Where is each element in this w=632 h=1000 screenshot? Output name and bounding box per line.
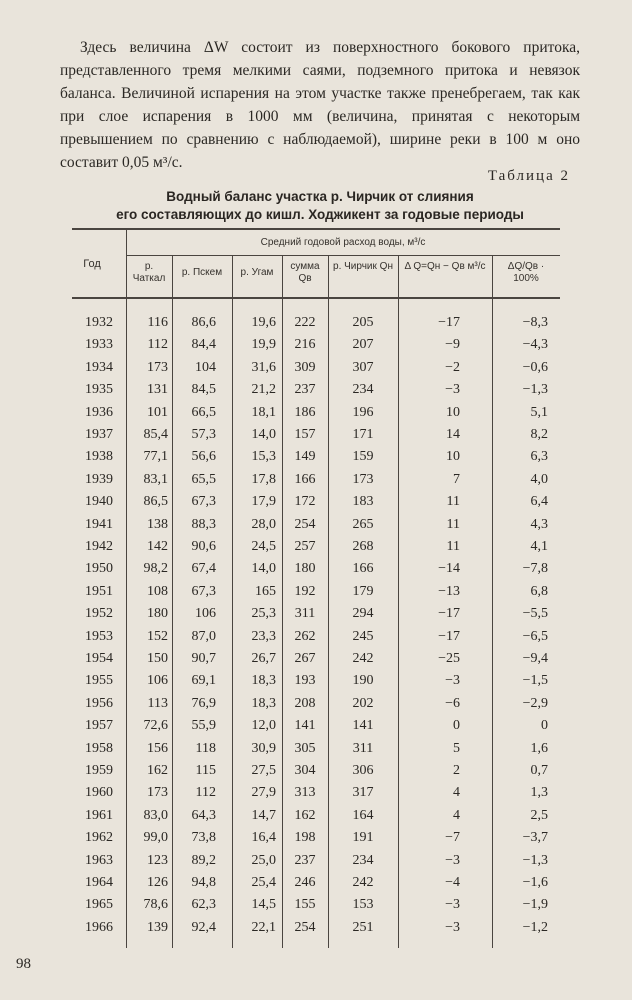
table-cell: 11 <box>446 494 460 510</box>
table-cell: 1960 <box>85 785 113 801</box>
table-cell: 1963 <box>85 852 113 868</box>
table-cell: 1935 <box>85 382 113 398</box>
table-cell: 173 <box>352 471 374 487</box>
table-cell: 234 <box>352 852 374 868</box>
table-cell: 11 <box>446 516 460 532</box>
table-cell: −9 <box>445 337 460 353</box>
table-cell: 251 <box>352 919 374 935</box>
table-cell: 309 <box>294 359 316 375</box>
table-cell: 172 <box>294 494 316 510</box>
header-bottom-rule <box>72 297 560 299</box>
table-cell: 14,0 <box>251 561 276 577</box>
table-cell: 1941 <box>85 516 113 532</box>
group-header-rule <box>126 255 560 256</box>
table-cell: 267 <box>294 651 316 666</box>
table-cell: −1,9 <box>522 897 548 913</box>
table-cell: 311 <box>294 606 316 622</box>
table-cell: 98,2 <box>143 561 168 577</box>
table-cell: 57,3 <box>191 427 216 442</box>
table-cell: 222 <box>294 315 316 330</box>
table-cell: 30,9 <box>251 740 276 756</box>
table-cell: 317 <box>352 785 374 801</box>
table-cell: 180 <box>147 606 168 622</box>
table-cell: 89,2 <box>191 852 216 868</box>
table-cell: 25,0 <box>251 852 276 868</box>
table-row <box>72 648 560 670</box>
table-cell: 27,5 <box>251 763 276 778</box>
table-cell: 131 <box>147 382 168 398</box>
table-cell: 94,8 <box>191 875 216 890</box>
table-cell: 165 <box>255 583 276 599</box>
table-cell: 141 <box>294 718 316 734</box>
table-cell: 67,3 <box>191 494 216 510</box>
table-cell: 186 <box>294 404 316 420</box>
table-cell: 198 <box>294 830 316 846</box>
table-cell: 14,7 <box>251 807 276 823</box>
table-cell: −3 <box>445 852 460 868</box>
table-row <box>72 379 560 401</box>
table-row <box>72 805 560 827</box>
table-cell: −1,5 <box>522 673 548 689</box>
table-cell: 25,4 <box>251 875 276 890</box>
table-cell: 112 <box>147 337 168 353</box>
table-cell: 139 <box>147 919 168 935</box>
table-cell: 254 <box>294 516 316 532</box>
header-chirchik-qn: р. Чирчик Qн <box>333 261 393 272</box>
table-cell: −17 <box>438 606 460 622</box>
table-row <box>72 738 560 760</box>
table-cell: 126 <box>147 875 168 890</box>
table-cell: −2 <box>445 359 460 375</box>
table-cell: 62,3 <box>191 897 216 913</box>
table-cell: 1964 <box>85 875 113 890</box>
table-row <box>72 402 560 424</box>
table-cell: 0 <box>453 718 460 734</box>
table-cell: 246 <box>294 875 316 890</box>
table-cell: 1952 <box>85 606 113 622</box>
header-ugam: р. Угам <box>240 267 274 278</box>
table-cell: 19,9 <box>251 337 276 353</box>
table-cell: 179 <box>352 583 374 599</box>
table-cell: 166 <box>294 471 316 487</box>
table-cell: 6,4 <box>530 494 548 510</box>
table-cell: 73,8 <box>191 830 216 846</box>
header-chatkal: р. Чаткал <box>132 261 166 284</box>
table-cell: 307 <box>352 359 374 375</box>
table-cell: 141 <box>352 718 374 734</box>
table-cell: 112 <box>195 785 216 801</box>
table-cell: 17,8 <box>251 471 276 487</box>
table-cell: 265 <box>352 516 374 532</box>
table-cell: 4,0 <box>530 471 548 487</box>
table-cell: 305 <box>294 740 316 756</box>
table-cell: −0,6 <box>522 359 548 375</box>
table-cell: 56,6 <box>191 449 216 465</box>
table-cell: 85,4 <box>143 427 168 442</box>
table-cell: 1,6 <box>530 740 548 756</box>
table-row <box>72 693 560 715</box>
table-cell: 183 <box>352 494 374 510</box>
table-cell: 17,9 <box>251 494 276 510</box>
table-cell: 8,2 <box>530 427 548 442</box>
table-cell: 1953 <box>85 628 113 644</box>
table-cell: 26,7 <box>251 651 276 666</box>
table-cell: 2 <box>453 763 460 778</box>
table-cell: 150 <box>147 651 168 666</box>
table-cell: 257 <box>294 539 316 554</box>
table-cell: 108 <box>147 583 168 599</box>
table-cell: 113 <box>147 695 168 711</box>
table-cell: 237 <box>294 852 316 868</box>
table-row <box>72 536 560 558</box>
table-cell: 65,5 <box>191 471 216 487</box>
table-cell: 304 <box>294 763 316 778</box>
table-cell: 1956 <box>85 695 113 711</box>
table-cell: 4 <box>453 785 460 801</box>
table-cell: 294 <box>352 606 374 622</box>
table-cell: 0 <box>541 718 548 734</box>
header-percent: ΔQ/Qв · 100% <box>507 261 545 284</box>
table-cell: 78,6 <box>143 897 168 913</box>
table-cell: 1932 <box>85 315 113 330</box>
table-cell: 142 <box>147 539 168 554</box>
table-cell: 90,6 <box>191 539 216 554</box>
table-cell: −3 <box>445 897 460 913</box>
table-cell: 262 <box>294 628 316 644</box>
table-row <box>72 603 560 625</box>
table-row <box>72 872 560 894</box>
table-cell: −8,3 <box>522 315 548 330</box>
table-cell: 153 <box>352 897 374 913</box>
table-row <box>72 760 560 782</box>
table-cell: 21,2 <box>251 382 276 398</box>
table-cell: 24,5 <box>251 539 276 554</box>
table-row <box>72 850 560 872</box>
table-cell: 0,7 <box>530 763 548 778</box>
table-row <box>72 514 560 536</box>
table-cell: 1936 <box>85 404 113 420</box>
table-cell: −4,3 <box>522 337 548 353</box>
table-cell: 313 <box>294 785 316 801</box>
table-cell: 234 <box>352 382 374 398</box>
table-cell: 55,9 <box>191 718 216 734</box>
table-cell: 31,6 <box>251 359 276 375</box>
table-row <box>72 334 560 356</box>
table-cell: 208 <box>294 695 316 711</box>
table-cell: −7 <box>445 830 460 846</box>
table-cell: −1,3 <box>522 382 548 398</box>
table-cell: 1937 <box>85 427 113 442</box>
table-cell: 166 <box>352 561 374 577</box>
table-label: Таблица 2 <box>487 168 570 184</box>
table-row <box>72 558 560 580</box>
table-cell: 5,1 <box>530 404 548 420</box>
table-cell: 1958 <box>85 740 113 756</box>
table-cell: 1954 <box>85 651 113 666</box>
page-number: 98 <box>16 956 31 972</box>
table-cell: −13 <box>438 583 460 599</box>
table-cell: 1955 <box>85 673 113 689</box>
table-cell: 14,5 <box>251 897 276 913</box>
table-cell: −6 <box>445 695 460 711</box>
table-cell: −3 <box>445 673 460 689</box>
table-cell: 157 <box>294 427 316 442</box>
table-cell: 193 <box>294 673 316 689</box>
table-title-line-1: Водный баланс участка р. Чирчик от слияния <box>166 189 474 204</box>
table-cell: 90,7 <box>191 651 216 666</box>
table-title-line-2: его составляющих до кишл. Ходжикент за годовые периоды <box>116 207 524 222</box>
table-cell: 27,9 <box>251 785 276 801</box>
table-row <box>72 312 560 334</box>
table-top-rule <box>72 228 560 230</box>
table-cell: 69,1 <box>191 673 216 689</box>
table-cell: 15,3 <box>251 449 276 465</box>
table-cell: 306 <box>352 763 374 778</box>
header-year: Год <box>83 258 101 270</box>
table-cell: 311 <box>352 740 374 756</box>
table-cell: 19,6 <box>251 315 276 330</box>
table-row <box>72 827 560 849</box>
table-row <box>72 715 560 737</box>
table-row <box>72 917 560 939</box>
table-cell: −3 <box>445 382 460 398</box>
table-cell: 242 <box>352 651 374 666</box>
table-cell: 86,5 <box>143 494 168 510</box>
table-cell: 116 <box>147 315 168 330</box>
table-cell: 106 <box>195 606 216 622</box>
table-cell: 4,1 <box>530 539 548 554</box>
table-cell: −25 <box>438 651 460 666</box>
table-cell: 123 <box>147 852 168 868</box>
table-cell: 1959 <box>85 763 113 778</box>
table-cell: 216 <box>294 337 316 353</box>
table-cell: 254 <box>294 919 316 935</box>
table-cell: −17 <box>438 315 460 330</box>
table-cell: 1966 <box>85 919 113 935</box>
table-cell: 190 <box>352 673 374 689</box>
table-cell: −1,6 <box>522 875 548 890</box>
table-cell: 205 <box>352 315 374 330</box>
table-cell: 88,3 <box>191 516 216 532</box>
table-cell: 164 <box>352 807 374 823</box>
table-cell: 268 <box>352 539 374 554</box>
header-delta: Δ Q=Qн − Qв м³/с <box>404 261 486 272</box>
table-row <box>72 894 560 916</box>
table-cell: 6,3 <box>530 449 548 465</box>
table-cell: −17 <box>438 628 460 644</box>
table-cell: 7 <box>453 471 460 487</box>
header-pskem: р. Пскем <box>181 267 223 278</box>
table-cell: 173 <box>147 359 168 375</box>
table-cell: −14 <box>438 561 460 577</box>
table-cell: 1951 <box>85 583 113 599</box>
table-cell: 138 <box>147 516 168 532</box>
table-cell: 159 <box>352 449 374 465</box>
table-cell: −3 <box>445 919 460 935</box>
table-cell: 1942 <box>85 539 113 554</box>
table-cell: 155 <box>294 897 316 913</box>
table-cell: 5 <box>453 740 460 756</box>
table-cell: 10 <box>446 449 460 465</box>
table-cell: 99,0 <box>143 830 168 846</box>
table-cell: 118 <box>195 740 216 756</box>
table-cell: 1957 <box>85 718 113 734</box>
table-cell: 1965 <box>85 897 113 913</box>
table-cell: 72,6 <box>143 718 168 734</box>
table-cell: 14 <box>446 427 460 442</box>
table-cell: 202 <box>352 695 374 711</box>
table-cell: 245 <box>352 628 374 644</box>
table-cell: 67,3 <box>191 583 216 599</box>
table-cell: 18,3 <box>251 695 276 711</box>
table-row <box>72 670 560 692</box>
table-cell: 18,1 <box>251 404 276 420</box>
table-cell: 83,1 <box>143 471 168 487</box>
table-cell: −5,5 <box>522 606 548 622</box>
table-row <box>72 446 560 468</box>
body-paragraph <box>60 36 580 174</box>
table-cell: 84,5 <box>191 382 216 398</box>
table-cell: 1939 <box>85 471 113 487</box>
table-cell: 1,3 <box>530 785 548 801</box>
table-cell: 101 <box>147 404 168 420</box>
table-cell: 242 <box>352 875 374 890</box>
table-cell: 180 <box>294 561 316 577</box>
table-cell: 25,3 <box>251 606 276 622</box>
table-cell: 115 <box>195 763 216 778</box>
table-cell: 14,0 <box>251 427 276 442</box>
table-cell: 237 <box>294 382 316 398</box>
table-cell: 87,0 <box>191 628 216 644</box>
table-row <box>72 581 560 603</box>
table-cell: −7,8 <box>522 561 548 577</box>
header-sum-qv: сумма Qв <box>290 261 320 284</box>
table-cell: 4 <box>453 807 460 823</box>
table-cell: 6,8 <box>530 583 548 599</box>
table-cell: 86,6 <box>191 315 216 330</box>
table-cell: 171 <box>352 427 374 442</box>
table-cell: −4 <box>445 875 460 890</box>
table-cell: −6,5 <box>522 628 548 644</box>
header-group: Средний годовой расход воды, м³/с <box>260 237 426 248</box>
table-row <box>72 491 560 513</box>
table-cell: 2,5 <box>530 807 548 823</box>
table-cell: 173 <box>147 785 168 801</box>
table-cell: −2,9 <box>522 695 548 711</box>
table-cell: 18,3 <box>251 673 276 689</box>
table-cell: 66,5 <box>191 404 216 420</box>
table-cell: −9,4 <box>522 651 548 666</box>
table-cell: 92,4 <box>191 919 216 935</box>
table-cell: 11 <box>446 539 460 554</box>
table-cell: 1961 <box>85 807 113 823</box>
table-row <box>72 357 560 379</box>
table-cell: 1940 <box>85 494 113 510</box>
table-cell: 23,3 <box>251 628 276 644</box>
table-cell: 196 <box>352 404 374 420</box>
table-cell: 191 <box>352 830 374 846</box>
table-cell: 192 <box>294 583 316 599</box>
table-cell: 12,0 <box>251 718 276 734</box>
table-cell: 28,0 <box>251 516 276 532</box>
table-cell: 22,1 <box>251 919 276 935</box>
table-cell: 83,0 <box>143 807 168 823</box>
table-cell: 156 <box>147 740 168 756</box>
table-cell: 67,4 <box>191 561 216 577</box>
table-cell: 76,9 <box>191 695 216 711</box>
table-row <box>72 469 560 491</box>
table-cell: 162 <box>147 763 168 778</box>
table-cell: 84,4 <box>191 337 216 353</box>
table-cell: 4,3 <box>530 516 548 532</box>
table-cell: 1950 <box>85 561 113 577</box>
table-cell: 1938 <box>85 449 113 465</box>
table-cell: −1,2 <box>522 919 548 935</box>
table-row <box>72 424 560 446</box>
paragraph-text: Здесь величина ΔW состоит из поверхностного бокового притока, представленного тремя мелкими саями, подземного притока и невязок баланса. Величиной испарения на этом участке также пренебрегаем, так как при слое испарения в 1000 мм (величина, принятая с некоторым превышением по сравнению с наблюдаемой), ширине реки в 100 м оно составит 0,05 м³/с. <box>60 39 580 171</box>
table-cell: 1933 <box>85 337 113 353</box>
table-cell: 162 <box>294 807 316 823</box>
table-cell: 64,3 <box>191 807 216 823</box>
table-cell: 104 <box>195 359 216 375</box>
table-row <box>72 782 560 804</box>
table-cell: 77,1 <box>143 449 168 465</box>
table-cell: 1962 <box>85 830 113 846</box>
table-cell: 1934 <box>85 359 113 375</box>
table-cell: −3,7 <box>522 830 548 846</box>
table-title <box>60 188 580 224</box>
table-cell: 207 <box>352 337 374 353</box>
table-cell: −1,3 <box>522 852 548 868</box>
water-balance-table <box>72 228 560 948</box>
table-cell: 106 <box>147 673 168 689</box>
table-cell: 10 <box>446 404 460 420</box>
table-row <box>72 626 560 648</box>
table-cell: 149 <box>294 449 316 465</box>
table-cell: 16,4 <box>251 830 276 846</box>
table-cell: 152 <box>147 628 168 644</box>
